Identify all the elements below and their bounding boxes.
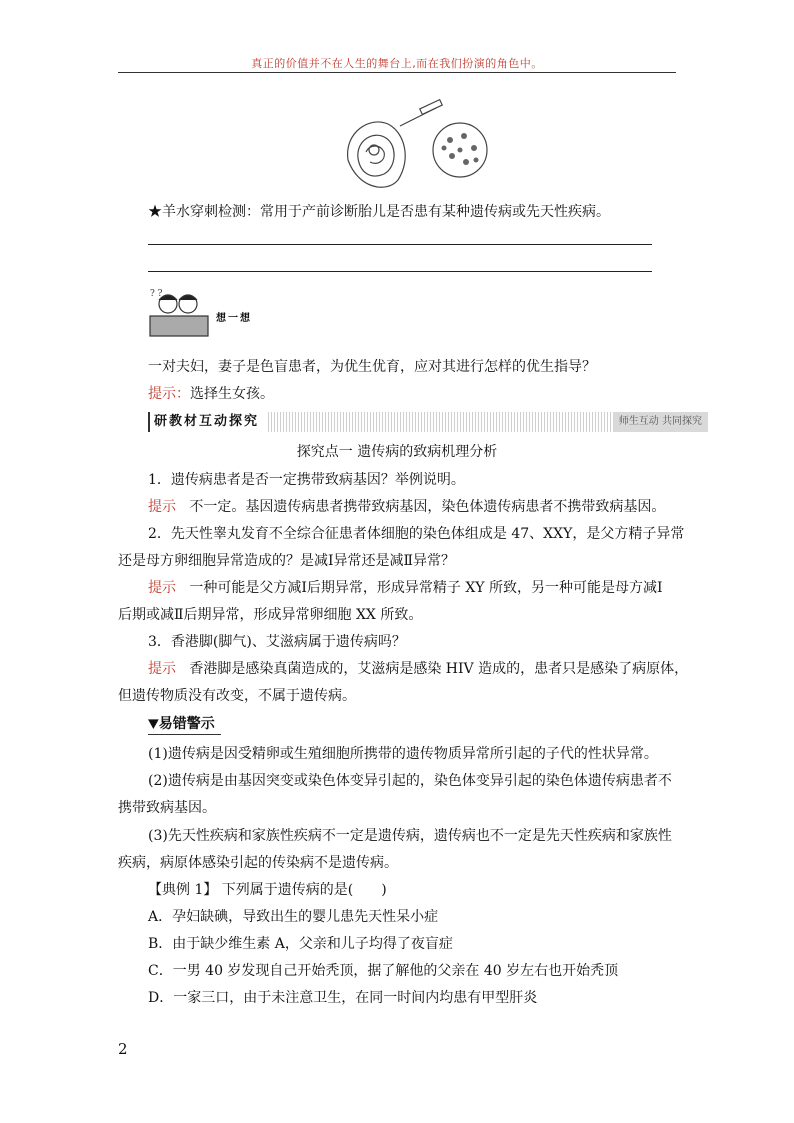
students-thinking-icon [148,286,210,338]
hint-label: 提示 [148,580,176,596]
option-a: A．孕妇缺碘，导致出生的婴儿患先天性呆小症 [148,909,439,925]
think-hint [148,384,274,404]
banner-subtitle: 师生互动 共同探究 [613,412,708,432]
banner-title: 研教材互动探究 [148,412,267,432]
warning-1: (1)遗传病是因受精卵或生殖细胞所携带的遗传物质异常所引起的子代的性状异常。 [148,746,658,762]
warning-title: 易错警示 [158,716,215,732]
question-3-hint-line-1 [148,659,688,679]
option-d: D．一家三口，由于未注意卫生，在同一时间内均患有甲型肝炎 [148,990,538,1006]
warning-3-line-2: 疾病，病原体感染引起的传染病不是遗传病。 [118,855,398,871]
amnio-text: ★羊水穿刺检测：常用于产前诊断胎儿是否患有某种遗传病或先天性疾病。 [148,204,610,220]
warning-heading [148,714,221,735]
question-2-line-2: 还是母方卵细胞异常造成的？是减Ⅰ异常还是减Ⅱ异常？ [118,553,456,569]
svg-text:? ?: ? ? [150,289,163,299]
header-divider [118,72,676,73]
option-b: B．由于缺少维生素 A，父亲和儿子均得了夜盲症 [148,936,453,952]
question-3-hint-line-2: 但遗传物质没有改变，不属于遗传病。 [118,688,356,704]
warning-2-line-2: 携带致病基因。 [118,800,216,816]
answer-blank-line [148,244,652,245]
option-c: C．一男 40 岁发现自己开始秃顶，据了解他的父亲在 40 岁左右也开始秃顶 [148,963,619,979]
question-2-hint-line-2: 后期或减Ⅱ后期异常，形成异常卵细胞 XX 所致。 [118,607,423,623]
triangle-down-icon: ▼ [148,716,159,732]
hint-label: 提示 [148,499,176,515]
warning-3-line-1: (3)先天性疾病和家族性疾病不一定是遗传病，遗传病也不一定是先天性疾病和家族性 [148,828,672,844]
header-motto: 真正的价值并不在人生的舞台上,而在我们扮演的角色中。 [251,57,543,70]
think-question: 一对夫妇，妻子是色盲患者，为优生优育，应对其进行怎样的优生指导？ [148,359,596,375]
question-1: 1．遗传病患者是否一定携带致病基因？举例说明。 [148,472,465,488]
think-caption: 想一想 [216,313,252,324]
question-2-line-1: 2．先天性睾丸发育不全综合征患者体细胞的染色体组成是 47、XXY，是父方精子异常 [148,526,685,542]
example-stem: 【典例 1】 下列属于遗传病的是( ) [148,882,387,898]
amniocentesis-illustration [340,102,490,194]
section-title: 探究点一 遗传病的致病机理分析 [296,444,498,460]
question-3: 3．香港脚(脚气)、艾滋病属于遗传病吗？ [148,634,406,650]
page-number: 2 [118,1040,128,1058]
hint-text: 不一定。基因遗传病患者携带致病基因，染色体遗传病患者不携带致病基因。 [189,499,666,515]
hint-label: 提示： [148,386,190,402]
question-2-hint-line-1 [148,578,663,598]
answer-blank-line [148,271,652,272]
hint-text: 选择生女孩。 [190,386,274,402]
hint-label: 提示 [148,661,176,677]
question-1-hint [148,497,665,517]
section-banner [148,412,708,432]
hint-text: 香港脚是感染真菌造成的，艾滋病是感染 HIV 造成的，患者只是感染了病原体， [189,661,689,677]
warning-2-line-1: (2)遗传病是由基因突变或染色体变异引起的，染色体变异引起的染色体遗传病患者不 [148,773,672,789]
hint-text: 一种可能是父方减Ⅰ后期异常，形成异常精子 XY 所致，另一种可能是母方减Ⅰ [189,580,663,596]
